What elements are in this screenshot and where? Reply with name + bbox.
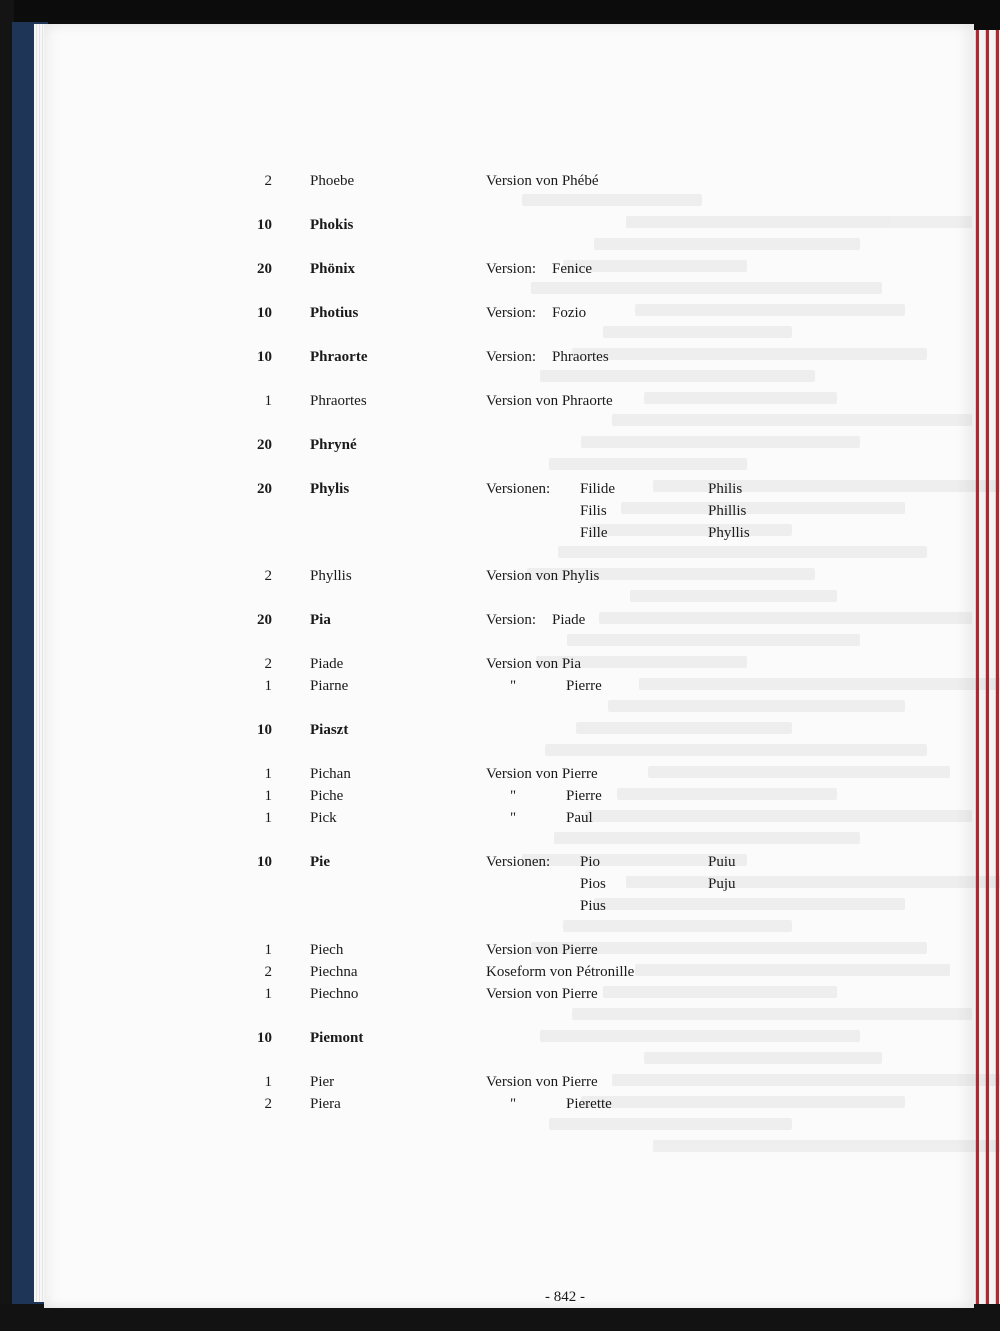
show-through-text <box>522 194 972 1204</box>
entry-description: Version von Pierre <box>486 766 598 782</box>
entry-count: 2 <box>264 568 272 584</box>
entry-variant: Fenice <box>552 261 592 277</box>
entry-variant-alt: Philis <box>708 481 743 497</box>
show-through-line <box>626 876 1000 888</box>
entry-variant-alt: Puju <box>708 876 736 892</box>
entry-name: Piech <box>310 942 344 958</box>
entry-variant: Paul <box>566 810 593 826</box>
entry-count: 2 <box>264 1096 272 1112</box>
show-through-line <box>621 502 905 514</box>
entry-name: Piechna <box>310 964 358 980</box>
entry-name: Phryné <box>310 437 357 453</box>
entry-description: " <box>510 678 517 694</box>
right-page-stack-edge <box>972 30 1000 1310</box>
entry-count: 10 <box>257 854 272 870</box>
show-through-line <box>581 436 860 448</box>
show-through-line <box>563 920 793 932</box>
show-through-line <box>572 348 928 360</box>
show-through-line <box>549 458 747 470</box>
entry-description: Version von Phébé <box>486 173 599 189</box>
entry-count: 20 <box>257 612 272 628</box>
entry-name: Phylis <box>310 481 350 497</box>
entry-variant: Pios <box>580 876 606 892</box>
entry-count: 1 <box>264 678 272 694</box>
show-through-line <box>630 590 837 602</box>
show-through-line <box>545 744 928 756</box>
entry-description: Version: <box>486 261 536 277</box>
scan-background-bottom <box>0 1304 1000 1331</box>
entry-description: Version von Pierre <box>486 986 598 1002</box>
entry-variant: Pierre <box>566 788 602 804</box>
entry-count: 10 <box>257 349 272 365</box>
entry-description: Version von Pierre <box>486 1074 598 1090</box>
show-through-line <box>644 392 838 404</box>
entry-variant: Pierette <box>566 1096 612 1112</box>
entry-name: Pick <box>310 810 337 826</box>
show-through-line <box>576 722 792 734</box>
entry-name: Phoebe <box>310 173 355 189</box>
entry-name: Pia <box>310 612 331 628</box>
show-through-line <box>635 964 950 976</box>
show-through-line <box>585 810 972 822</box>
show-through-line <box>567 634 860 646</box>
show-through-line <box>599 612 973 624</box>
show-through-line <box>612 414 972 426</box>
entry-variant: Piade <box>552 612 586 628</box>
entry-name: Phokis <box>310 217 354 233</box>
entry-count: 20 <box>257 261 272 277</box>
entry-count: 10 <box>257 722 272 738</box>
entry-description: Version: <box>486 349 536 365</box>
show-through-line <box>531 282 882 294</box>
entry-variant-alt: Phyllis <box>708 525 750 541</box>
entry-name: Photius <box>310 305 359 321</box>
entry-description: " <box>510 810 517 826</box>
show-through-line <box>648 766 950 778</box>
show-through-line <box>522 194 702 206</box>
entry-variant: Fille <box>580 525 608 541</box>
entry-count: 10 <box>257 217 272 233</box>
entry-count: 1 <box>264 986 272 1002</box>
entry-count: 20 <box>257 481 272 497</box>
show-through-line <box>603 986 837 998</box>
show-through-line <box>572 1008 973 1020</box>
entry-count: 20 <box>257 437 272 453</box>
show-through-line <box>594 898 905 910</box>
show-through-line <box>608 700 905 712</box>
entry-name: Pie <box>310 854 330 870</box>
entry-count: 1 <box>264 393 272 409</box>
entry-count: 1 <box>264 810 272 826</box>
entry-name: Piade <box>310 656 344 672</box>
entry-name: Phönix <box>310 261 356 277</box>
entry-description: " <box>510 1096 517 1112</box>
show-through-line <box>626 216 973 228</box>
entry-name: Piechno <box>310 986 359 1002</box>
entry-variant-alt: Phillis <box>708 503 747 519</box>
show-through-line <box>603 326 792 338</box>
entry-count: 2 <box>264 964 272 980</box>
show-through-line <box>617 788 838 800</box>
entry-name: Phraortes <box>310 393 367 409</box>
entry-name: Piarne <box>310 678 349 694</box>
show-through-line <box>653 480 1000 492</box>
show-through-line <box>612 1074 1000 1086</box>
entry-variant: Filide <box>580 481 616 497</box>
show-through-line <box>594 238 860 250</box>
show-through-line <box>540 370 815 382</box>
entry-name: Piche <box>310 788 344 804</box>
show-through-line <box>581 1096 905 1108</box>
entry-variant-alt: Puiu <box>708 854 736 870</box>
entry-description: Version von Pierre <box>486 942 598 958</box>
entry-variant: Filis <box>580 503 607 519</box>
entry-variant: Fozio <box>552 305 587 321</box>
entry-name: Pier <box>310 1074 335 1090</box>
entry-count: 1 <box>264 766 272 782</box>
entry-description: Versionen: <box>486 854 551 870</box>
entry-name: Pichan <box>310 766 351 782</box>
show-through-line <box>554 832 860 844</box>
show-through-line <box>590 524 793 536</box>
show-through-line <box>653 1140 1000 1152</box>
page-number: - 842 - <box>545 1289 585 1305</box>
entry-description: Version: <box>486 612 536 628</box>
entry-description: Koseform von Pétronille <box>486 964 635 980</box>
entry-count: 10 <box>257 1030 272 1046</box>
entry-name: Phraorte <box>310 349 368 365</box>
entry-description: Version: <box>486 305 536 321</box>
show-through-line <box>540 1030 860 1042</box>
entry-count: 2 <box>264 173 272 189</box>
show-through-line <box>644 1052 883 1064</box>
entry-description: Versionen: <box>486 481 551 497</box>
entry-variant: Pio <box>580 854 601 870</box>
entry-description: " <box>510 788 517 804</box>
entry-name: Piera <box>310 1096 341 1112</box>
entry-count: 2 <box>264 656 272 672</box>
entry-description: Version von Phylis <box>486 568 600 584</box>
entry-count: 1 <box>264 788 272 804</box>
show-through-line <box>639 678 1000 690</box>
entry-description: Version von Phraorte <box>486 393 613 409</box>
entry-name: Piaszt <box>310 722 349 738</box>
entry-count: 1 <box>264 942 272 958</box>
entry-count: 1 <box>264 1074 272 1090</box>
entry-count: 10 <box>257 305 272 321</box>
show-through-line <box>635 304 905 316</box>
show-through-line <box>558 546 927 558</box>
entry-variant: Pius <box>580 898 606 914</box>
entry-variant: Pierre <box>566 678 602 694</box>
entry-description: Version von Pia <box>486 656 581 672</box>
entry-variant: Phraortes <box>552 349 609 365</box>
entry-name: Phyllis <box>310 568 352 584</box>
show-through-line <box>549 1118 792 1130</box>
entry-name: Piemont <box>310 1030 364 1046</box>
